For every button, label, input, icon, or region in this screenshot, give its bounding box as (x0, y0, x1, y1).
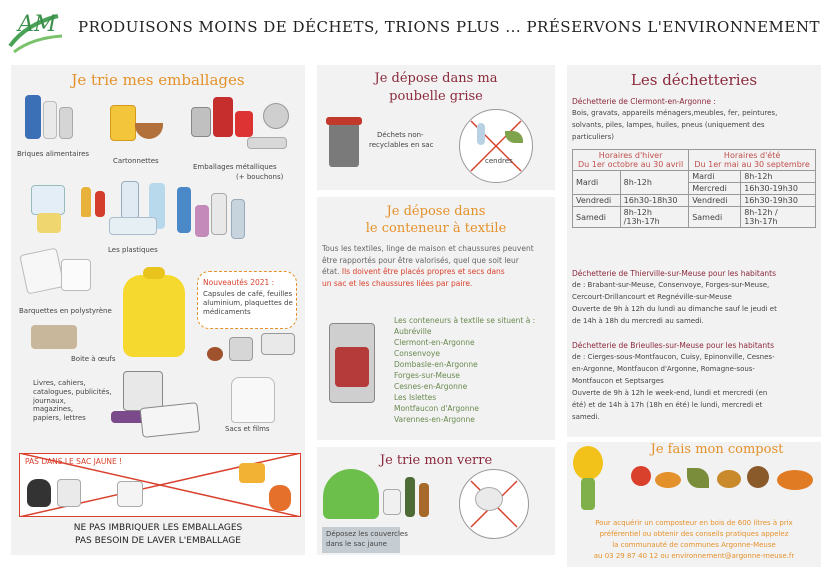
compost-mascot-icon (573, 446, 603, 480)
town-item: Forges-sur-Meuse (394, 371, 460, 380)
hiver-header-2: Du 1er octobre au 30 avril (577, 160, 684, 169)
logo-text: AM (18, 12, 57, 37)
grey-bin-icon (329, 121, 359, 167)
vegetable-icon (717, 470, 741, 488)
bottle-icon (195, 205, 209, 237)
papiers-line: Livres, cahiers, (33, 379, 86, 387)
compost-panel (567, 442, 821, 567)
day-cell: Samedi (689, 207, 741, 228)
coffee-capsule-icon (207, 347, 223, 361)
brique-icon (43, 101, 57, 139)
hours-cell (620, 207, 689, 228)
bottle-icon (81, 187, 91, 217)
town-item: Montfaucon d'Argonne (394, 404, 479, 413)
hiver-header (573, 150, 689, 171)
compost-mascot-body-icon (581, 478, 595, 510)
hours-cell: 16h30-18h30 (620, 195, 689, 207)
blister-icon (261, 333, 295, 355)
brique-icon (59, 107, 73, 139)
not-in-yellow-bag-title: PAS DANS LE SAC JAUNE ! (25, 457, 123, 466)
brieulles-line: samedi. (572, 413, 600, 421)
vegetable-icon (655, 472, 681, 488)
textile-paragraph (322, 243, 552, 289)
hours-cell: 16h30-19h30 (741, 183, 816, 195)
ete-header-2: Du 1er mai au 30 septembre (694, 160, 810, 169)
brieulles-title: Déchetterie de Brieulles-sur-Meuse pour les habitants (572, 341, 774, 350)
verre-panel (317, 447, 555, 555)
day-cell: Mercredi (689, 183, 741, 195)
textile-para-line: être rapportés pour être valorisés, quel que soit leur (322, 255, 519, 265)
nouveautes-line-2: aluminium, plaquettes de (203, 299, 293, 307)
town-item: Dombasle-en-Argonne (394, 360, 478, 369)
bin-lid-icon (326, 117, 362, 125)
tray-icon (109, 217, 157, 235)
hours-line: /13h-17h (623, 217, 660, 226)
textile-panel (317, 197, 555, 440)
vegetable-icon (747, 466, 769, 488)
metal-label-2: (+ bouchons) (236, 173, 284, 181)
nouveautes-line-1: Capsules de café, feuilles (203, 290, 293, 298)
decheteries-panel (567, 65, 821, 437)
page-title: PRODUISONS MOINS DE DÉCHETS, TRIONS PLUS ... PRÉSERVONS L'ENVIRONNEMENT (78, 18, 820, 36)
thierville-line: de : Brabant-sur-Meuse, Consenvoye, Forges-sur-Meuse, (572, 281, 770, 289)
bottom-note-2: PAS BESOIN DE LAVER L'EMBALLAGE (75, 536, 241, 546)
glass-container-icon (323, 469, 379, 519)
cereal-bowl-icon (135, 123, 163, 139)
textile-title-2: le conteneur à textile (365, 221, 507, 236)
day-cell: Samedi (573, 207, 621, 228)
emballages-panel (11, 65, 305, 555)
papiers-line: catalogues, publicités, (33, 387, 112, 396)
hours-line: 8h-12h (623, 208, 652, 217)
brieulles-line: Montfaucon et Septsarges (572, 377, 664, 385)
foil-icon (229, 337, 253, 361)
plastic-bag-icon (231, 377, 275, 423)
cereal-box-icon (110, 105, 136, 141)
textile-para-3a: état. (322, 267, 340, 276)
ete-header (689, 150, 816, 171)
brieulles-line: été) et de 14h à 17h (18h en été) le lundi, mercredi et (572, 401, 763, 409)
poubelle-panel (317, 65, 555, 190)
metal-label-1: Emballages métalliques (193, 163, 277, 171)
papiers-label (33, 379, 112, 423)
bottle-icon (211, 193, 227, 235)
town-item: Varennes-en-Argonne (394, 415, 475, 424)
barquettes-label: Barquettes en polystyrène (19, 307, 112, 315)
textile-para-3b: Ils doivent être placés propres et secs dans (341, 267, 505, 276)
thierville-line: Cercourt-Drillancourt et Regnéville-sur-Meuse (572, 293, 732, 301)
magazine-icon (123, 371, 163, 411)
hours-line: 13h-17h (744, 217, 778, 226)
brieulles-line: en-Argonne, Montfaucon d'Argonne, Romagne-sous- (572, 365, 755, 373)
egg-box-icon (31, 325, 77, 349)
brieulles-line: Ouverte de 9h à 12h le week-end, lundi et mercredi (en (572, 389, 768, 397)
clermont-line-1: Bois, gravats, appareils ménagers,meubles, fer, peintures, (572, 109, 778, 117)
verre-note-2: dans le sac jaune (326, 540, 387, 548)
papiers-line: magazines, (33, 405, 74, 414)
poubelle-title-1: Je dépose dans ma (374, 71, 498, 86)
thierville-title: Déchetterie de Thierville-sur-Meuse pour les habitants (572, 269, 777, 278)
yellow-bag-icon (123, 275, 185, 357)
polystyrene-tray-icon (19, 247, 64, 294)
plastiques-label: Les plastiques (108, 246, 158, 254)
textile-para-line-3 (322, 266, 552, 278)
town-item: Consenvoye (394, 349, 440, 358)
leaf-icon (687, 468, 709, 488)
textile-para-line: un sac et les chaussures liées par paire. (322, 278, 473, 288)
polystyrene-tray-icon (61, 259, 91, 291)
compost-contact: au 03 29 87 40 12 ou environnement@argonne-meuse.fr (593, 552, 795, 560)
lid-icon (263, 103, 289, 129)
textile-para-line: Tous les textiles, linge de maison et chaussures peuvent (322, 244, 534, 253)
bottle-icon (121, 181, 139, 219)
town-item: Cesnes-en-Argonne (394, 382, 468, 391)
brieulles-line: de : Cierges-sous-Montfaucon, Cuisy, Epinonville, Cesnes- (572, 353, 775, 361)
tray-icon (247, 137, 287, 149)
nouveautes-title: Nouveautés 2021 : (203, 278, 275, 287)
bottle-icon (95, 191, 105, 217)
bottle-icon (419, 483, 429, 517)
compost-text (567, 518, 821, 562)
day-cell: Mardi (689, 171, 741, 183)
hours-cell: 16h30-19h30 (741, 195, 816, 207)
papiers-line: papiers, lettres (33, 414, 86, 422)
day-cell: Mardi (573, 171, 621, 195)
compost-text-line: la communauté de communes Argonne-Meuse (612, 541, 776, 549)
poubelle-desc-2: recyclables en sac (369, 141, 434, 149)
textile-container-door-icon (335, 347, 369, 387)
pumpkin-icon (777, 470, 813, 490)
hours-cell (741, 207, 816, 228)
cross-mark-icon (465, 115, 527, 177)
day-cell: Vendredi (573, 195, 621, 207)
day-cell: Vendredi (689, 195, 741, 207)
thierville-line: Ouverte de 9h à 12h du lundi au dimanche sauf le jeudi et (572, 305, 777, 313)
plate-icon (475, 487, 503, 511)
compost-title: Je fais mon compost (650, 442, 784, 457)
can-icon (213, 97, 233, 137)
town-item: Clermont-en-Argonne (394, 338, 475, 347)
paper-roll-icon (117, 481, 143, 507)
compost-text-line: Pour acquérir un composteur en bois de 600 litres à prix (595, 519, 793, 527)
glove-icon (57, 479, 81, 507)
cendres-label: cendres (485, 157, 513, 165)
verre-note-1: Déposez les couvercles (326, 530, 408, 538)
jar-icon (383, 489, 401, 515)
town-item: Les Islettes (394, 393, 437, 402)
nouveautes-line-3: médicaments (203, 308, 251, 316)
hours-line: 8h-12h / (744, 208, 778, 217)
fruit-icon (631, 466, 651, 486)
sacs-label: Sacs et films (225, 425, 270, 433)
wine-bottle-icon (405, 477, 415, 517)
glass-bottle-icon (477, 123, 485, 145)
cartonnettes-label: Cartonnettes (113, 157, 159, 165)
verre-title: Je trie mon verre (379, 453, 493, 468)
flip-flop-icon (269, 485, 291, 511)
town-item: Aubréville (394, 327, 432, 336)
compost-text-line: préférentiel ou obtenir des conseils pratiques appelez (599, 530, 789, 538)
papiers-line: journaux, (33, 396, 66, 405)
briques-label: Briques alimentaires (17, 150, 90, 158)
decheteries-title: Les déchetteries (630, 71, 758, 89)
poubelle-desc-1: Déchets non- (377, 131, 424, 139)
toy-icon (239, 463, 265, 483)
bottle-icon (177, 187, 191, 233)
trash-bag-icon (27, 479, 51, 507)
hours-table (572, 149, 816, 228)
textile-title-1: Je dépose dans (386, 204, 486, 219)
yogurt-icon (31, 185, 65, 215)
clermont-line-3: particuliers) (572, 133, 615, 141)
brique-icon (25, 95, 41, 139)
boite-oeufs-label: Boite à œufs (71, 355, 116, 363)
yogurt-icon (37, 213, 61, 233)
can-icon (235, 111, 253, 137)
clermont-title: Déchetterie de Clermont-en-Argonne : (572, 97, 716, 106)
bottle-icon (231, 199, 245, 239)
thierville-line: de 14h à 18h du mercredi au samedi. (572, 317, 704, 325)
newspaper-icon (140, 402, 201, 438)
containers-title: Les conteneurs à textile se situent à : (394, 316, 536, 325)
yellow-bag-tie-icon (143, 267, 165, 279)
containers-list (394, 315, 535, 425)
poubelle-title-2: poubelle grise (389, 89, 483, 104)
hours-cell: 8h-12h (741, 171, 816, 183)
hours-cell: 8h-12h (620, 171, 689, 195)
emballages-title: Je trie mes emballages (71, 71, 245, 89)
hiver-header-1: Horaires d'hiver (598, 151, 663, 160)
ete-header-1: Horaires d'été (723, 151, 781, 160)
clermont-line-2: solvants, piles, lampes, huiles, pneus (uniquement des (572, 121, 765, 129)
bottom-note-1: NE PAS IMBRIQUER LES EMBALLAGES (73, 523, 243, 533)
can-icon (191, 107, 211, 137)
